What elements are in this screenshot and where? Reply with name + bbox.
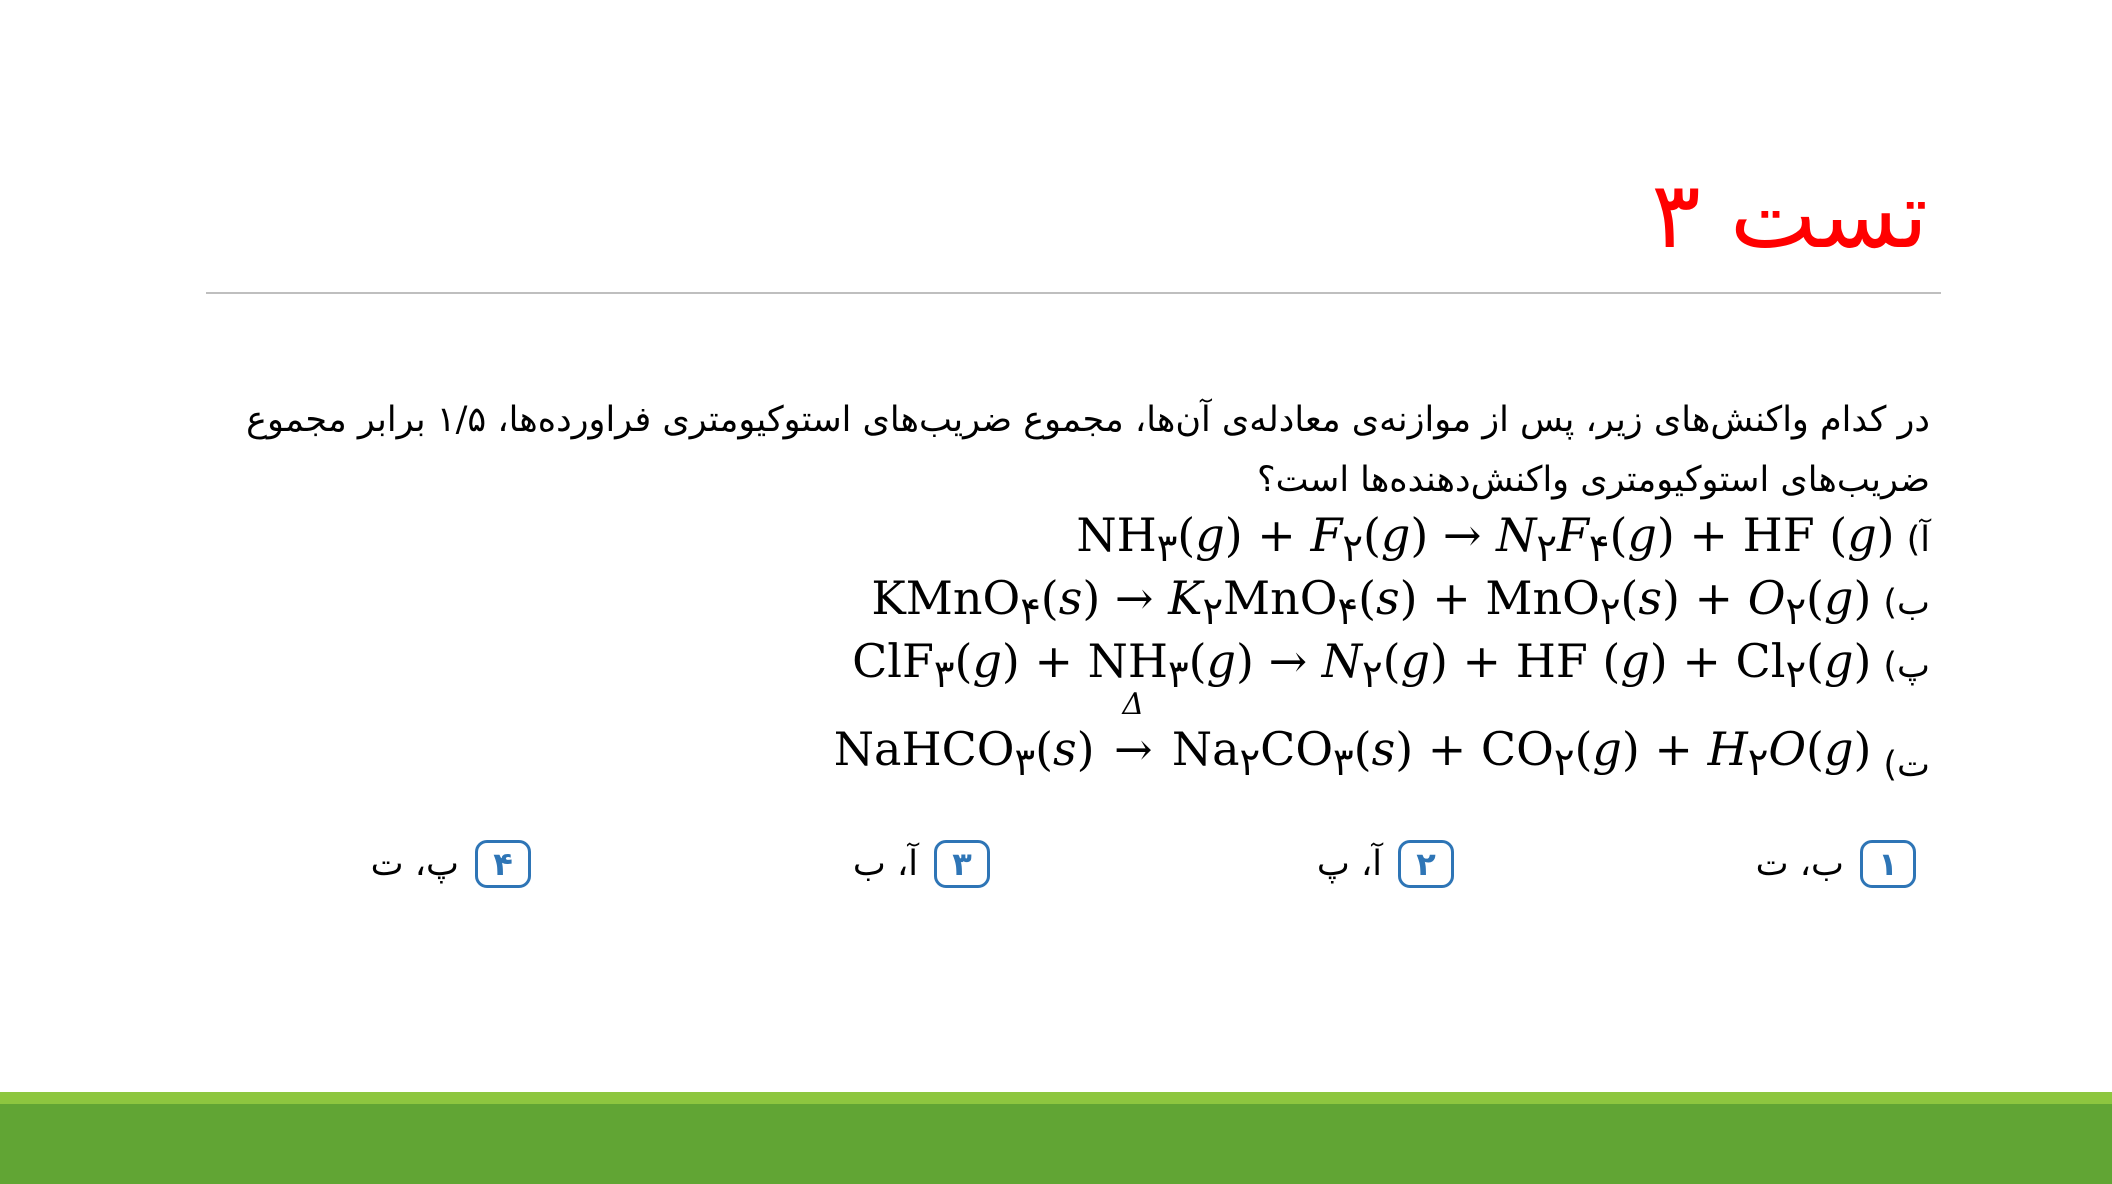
question-text: در کدام واکنش‌های زیر، پس از موازنه‌ی معادله‌ی آن‌ها، مجموع ضریب‌های استوکیومتری فراورده‌ها، ۱/۵ برابر مجموع ضریب‌های استوکیومتری واکنش‌دهنده‌ها است؟	[246, 400, 1930, 500]
reaction-equation: $ClF_۳(g) + NH_۳(g) \to N_۲(g)$ + HF $(g) + Cl_۲(g)$	[852, 634, 1872, 698]
reaction-label: پ)	[1883, 646, 1930, 686]
reaction-p	[834, 634, 1930, 697]
option-1[interactable]	[1756, 840, 1916, 888]
reaction-equation: $NH_۳(g) + F_۲(g) \to N_۲F_۴(g)$ + HF (g)	[1076, 508, 1895, 572]
option-number-badge: ۴	[475, 840, 531, 888]
option-text: ب، ت	[1755, 844, 1844, 884]
reaction-equation: NaHCO$_۳$(s) Δ → $Na_۲CO_۳(s) + CO_۲(g) + H_۲O(g)$	[833, 686, 1872, 785]
reaction-a	[834, 508, 1930, 571]
footer-accent-line	[0, 1092, 2112, 1104]
heat-symbol: Δ	[1122, 686, 1145, 722]
option-text: پ، ت	[370, 844, 459, 884]
option-4[interactable]	[371, 840, 531, 888]
option-number-badge: ۲	[1398, 840, 1454, 888]
reaction-label: ب)	[1883, 583, 1930, 623]
heat-arrow: Δ →	[1109, 722, 1157, 776]
slide-title: تست ۳	[1651, 162, 1928, 269]
footer-bar	[0, 1104, 2112, 1184]
option-number-badge: ۱	[1860, 840, 1916, 888]
option-number-badge: ۳	[934, 840, 990, 888]
option-2[interactable]	[1317, 840, 1454, 888]
title-divider	[206, 292, 1941, 294]
option-text: آ، پ	[1316, 844, 1382, 884]
reaction-list	[834, 508, 1930, 785]
option-3[interactable]	[853, 840, 990, 888]
reaction-label: آ)	[1906, 520, 1930, 560]
option-text: آ، ب	[852, 844, 918, 884]
reaction-b	[834, 571, 1930, 634]
reaction-t	[833, 686, 1930, 785]
reaction-equation: KMnO$_۴$(s) → $K_۲MnO_۴(s) + MnO_۲(s) + O_۲(g)$	[871, 571, 1872, 635]
reaction-label: ت)	[1883, 745, 1930, 785]
